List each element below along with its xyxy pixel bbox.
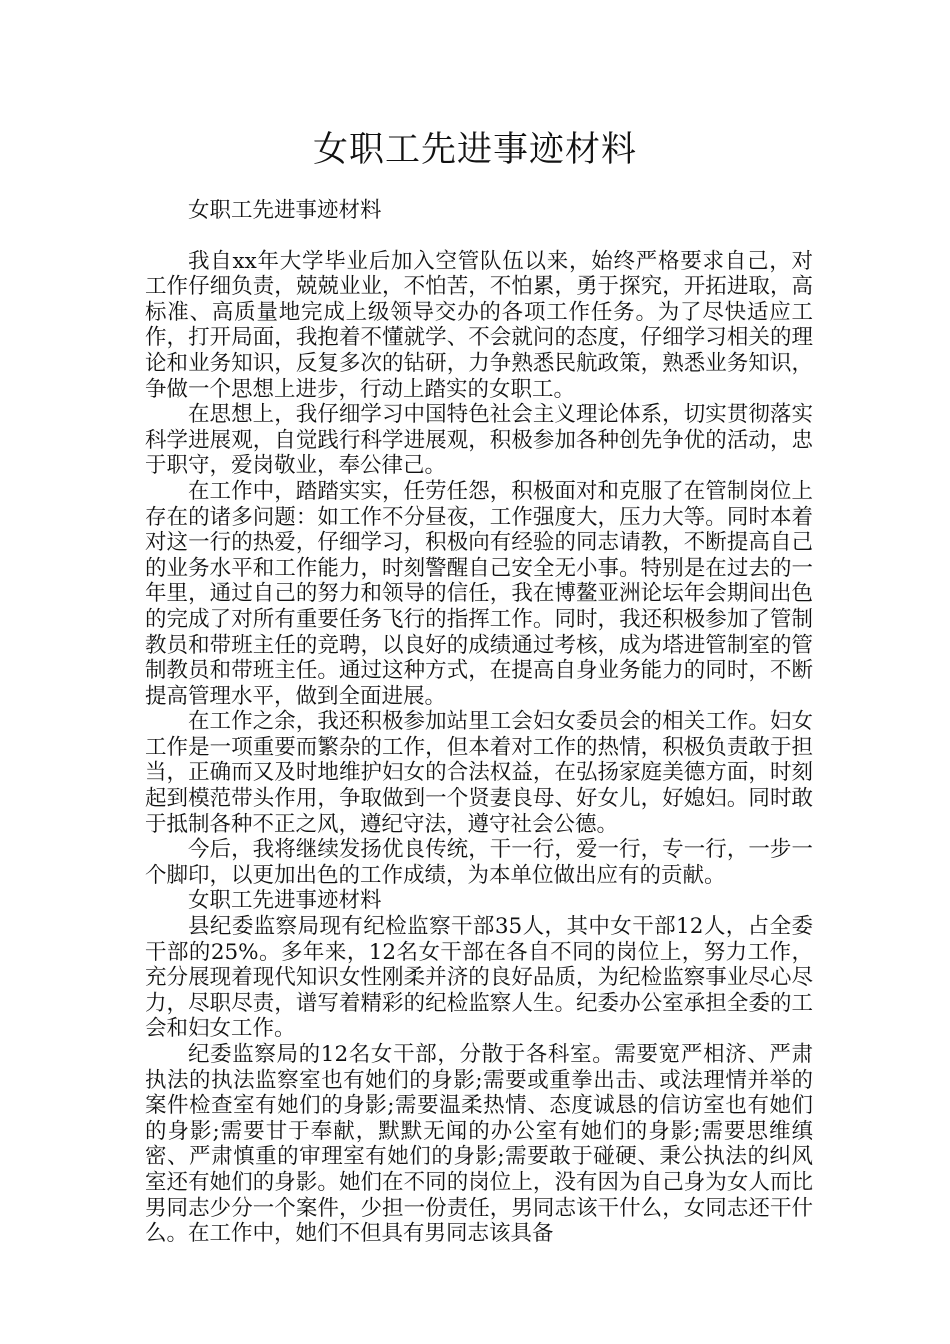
paragraph: 纪委监察局的12名女干部，分散于各科室。需要宽严相济、严肃执法的执法监察室也有她们的身影;需要或重拳出击、或法理情并举的案件检查室有她们的身影;需要温柔热情、态度诚恳的信访室也有她们的身影;需要甘于奉献，默默无闻的办公室有她们的身影;需要思维缜密、严肃慎重的审理室有她们的身影;需要敢于碰硬、秉公执法的纠风室还有她们的身影。她们在不同的岗位上，没有因为自己身为女人而比男同志少分一个案件，少担一份责任，男同志该干什么，女同志还干什么。在工作中，她们不但具有男同志该具备 xyxy=(145,1042,813,1247)
document-body xyxy=(145,198,813,1247)
paragraph: 在思想上，我仔细学习中国特色社会主义理论体系，切实贯彻落实科学进展观，自觉践行科学进展观，积极参加各种创先争优的活动，忠于职守，爱岗敬业，奉公律己。 xyxy=(145,402,813,479)
paragraph: 今后，我将继续发扬优良传统，干一行，爱一行，专一行，一步一个脚印，以更加出色的工作成绩，为本单位做出应有的贡献。 xyxy=(145,837,813,888)
section-heading: 女职工先进事迹材料 xyxy=(188,198,382,223)
paragraph: 县纪委监察局现有纪检监察干部35人，其中女干部12人，占全委干部的25%。多年来，12名女干部在各自不同的岗位上，努力工作，充分展现着现代知识女性刚柔并济的良好品质，为纪检监察事业尽心尽力，尽职尽责，谱写着精彩的纪检监察人生。纪委办公室承担全委的工会和妇女工作。 xyxy=(145,914,813,1042)
document-title: 女职工先进事迹材料 xyxy=(312,130,637,170)
paragraph: 我自xx年大学毕业后加入空管队伍以来，始终严格要求自己，对工作仔细负责，兢兢业业，不怕苦，不怕累，勇于探究，开拓进取，高标准、高质量地完成上级领导交办的各项工作任务。为了尽快适应工作，打开局面，我抱着不懂就学、不会就问的态度，仔细学习相关的理论和业务知识，反复多次的钻研，力争熟悉民航政策，熟悉业务知识，争做一个思想上进步，行动上踏实的女职工。 xyxy=(145,248,813,402)
paragraph: 在工作中，踏踏实实，任劳任怨，积极面对和克服了在管制岗位上存在的诸多问题：如工作不分昼夜，工作强度大，压力大等。同时本着对这一行的热爱，仔细学习，积极向有经验的同志请教，不断提高自己的业务水平和工作能力，时刻警醒自己安全无小事。特别是在过去的一年里，通过自己的努力和领导的信任，我在博鳌亚洲论坛年会期间出色的完成了对所有重要任务飞行的指挥工作。同时，我还积极参加了管制教员和带班主任的竞聘，以良好的成绩通过考核，成为塔进管制室的管制教员和带班主任。通过这种方式，在提高自身业务能力的同时，不断提高管理水平，做到全面进展。 xyxy=(145,478,813,709)
section-heading: 女职工先进事迹材料 xyxy=(188,888,382,914)
paragraph: 在工作之余，我还积极参加站里工会妇女委员会的相关工作。妇女工作是一项重要而繁杂的工作，但本着对工作的热情，积极负责敢于担当，正确而又及时地维护妇女的合法权益，在弘扬家庭美德方面，时刻起到模范带头作用，争取做到一个贤妻良母、好女儿，好媳妇。同时敢于抵制各种不正之风，遵纪守法，遵守社会公德。 xyxy=(145,709,813,837)
blank-line xyxy=(145,224,813,249)
